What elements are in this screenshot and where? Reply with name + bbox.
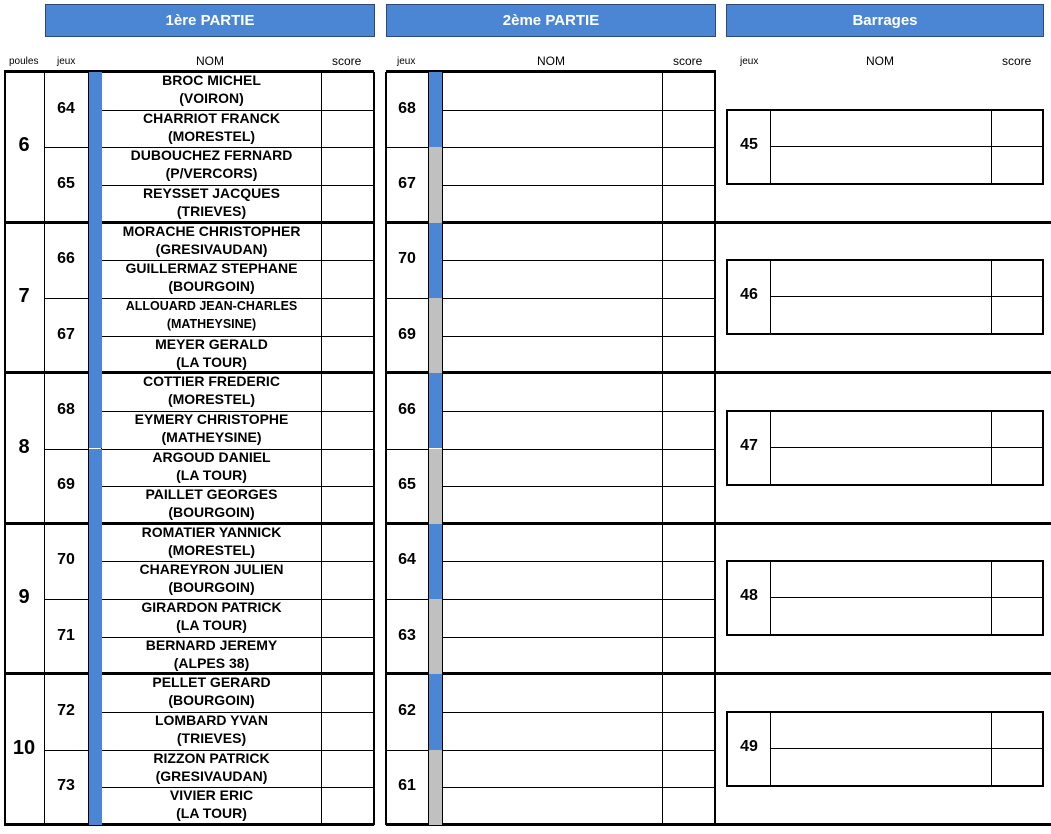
game-number: 70 [57,551,75,569]
player-club: (P/VERCORS) [165,165,258,182]
poule-separator [716,672,1051,675]
player-name: ARGOUD DANIEL [152,448,271,465]
player-entry [102,560,321,596]
player-entry [102,636,321,672]
player-club: (VOIRON) [179,90,244,106]
player-separator [443,637,715,638]
player-name: BROC MICHEL [162,72,261,88]
player-entry [102,410,321,446]
game-number: 73 [57,777,75,795]
header-barrages [726,4,1044,37]
player-name: ROMATIER YANNICK [141,523,282,540]
col-score-3: score [1002,54,1032,68]
header-barrages-label: Barrages [852,12,918,29]
barrage-separator [771,748,1044,749]
player-name: CHAREYRON JULIEN [139,561,284,578]
player-club: (BOURGOIN) [168,278,255,295]
header-2eme-partie-label: 2ème PARTIE [502,12,600,29]
col-jeux-2: jeux [397,56,416,67]
player-entry [102,335,321,371]
player-separator [443,561,715,562]
game-number-2: 70 [398,250,416,268]
poule-number: 9 [18,586,30,609]
player-club: (TRIEVES) [176,730,247,747]
barrage-box [726,259,1044,335]
player-club: (BOURGOIN) [168,504,255,521]
player-entry [102,786,321,822]
player-entry [102,485,321,521]
barrage-number: 47 [740,436,758,454]
player-entry [102,109,321,145]
barrage-vline [770,109,771,185]
poule-separator [716,522,1051,525]
player-separator [443,110,715,111]
player-separator [443,185,715,186]
header-1ere-partie-label: 1ère PARTIE [165,12,255,29]
player-entry [102,184,321,220]
player-club: (MATHEYSINE) [161,428,262,445]
player-entry [102,598,321,634]
player-name: VIVIER ERIC [169,787,254,804]
player-name: PAILLET GEORGES [145,486,278,503]
game-bar [429,524,442,599]
game-bar [89,223,102,298]
player-club: (GRESIVAUDAN) [155,240,268,257]
game-number-2: 69 [398,325,416,343]
barrage-separator [771,296,1044,297]
player-name: MORACHE CHRISTOPHER [122,222,301,239]
game-number: 69 [57,476,75,494]
game-bar [429,373,442,448]
barrage-vline [991,259,992,335]
player-name: LOMBARD YVAN [154,712,269,729]
game-bar [429,223,442,298]
poule-number: 7 [18,284,30,307]
col-score-1: score [332,54,362,68]
player-name: CHARRIOT FRANCK [143,109,280,126]
player-entry [102,673,321,709]
player-entry [102,749,321,785]
player-separator [443,486,715,487]
player-entry [102,71,321,107]
game-bar [89,449,102,524]
col-jeux-1: jeux [57,56,76,67]
game-bar [429,147,442,222]
col-nom-3: NOM [866,54,894,68]
poule-number: 6 [18,134,30,157]
game-number-2: 65 [398,476,416,494]
barrage-box [726,410,1044,486]
player-name: COTTIER FREDERIC [143,373,280,390]
game-bar [429,72,442,147]
game-number: 64 [57,99,75,117]
game-number: 65 [57,174,75,192]
player-entry [102,146,321,182]
game-number: 66 [57,250,75,268]
game-bar [89,147,102,222]
game-number-2: 64 [398,551,416,569]
player-club: (BOURGOIN) [168,579,255,596]
barrage-number: 48 [740,587,758,605]
game-number-2: 67 [398,174,416,192]
player-name: EYMERY CHRISTOPHE [134,410,289,427]
game-number-2: 68 [398,99,416,117]
poule-separator [4,823,374,826]
barrage-box [726,711,1044,787]
player-name: PELLET GERARD [152,674,271,691]
player-separator [443,336,715,337]
player-name: ALLOUARD JEAN-CHARLES [125,298,298,313]
player-club: (LA TOUR) [176,466,247,483]
barrage-vline [770,560,771,636]
player-separator [443,712,715,713]
barrage-separator [771,447,1044,448]
player-club: (LA TOUR) [176,617,247,634]
game-bar [89,599,102,674]
barrage-separator [771,146,1044,147]
poule-number: 10 [12,736,36,759]
game-bar [89,373,102,448]
player-club: (ALPES 38) [173,654,250,671]
player-club: (MORESTEL) [167,127,256,144]
player-name: MEYER GERALD [155,335,268,352]
barrage-vline [991,711,992,787]
game-number-2: 61 [398,777,416,795]
barrage-separator [771,597,1044,598]
player-entry [102,711,321,747]
player-entry [102,222,321,258]
barrage-vline [991,109,992,185]
barrage-number: 46 [740,286,758,304]
barrage-vline [991,560,992,636]
player-club: (LA TOUR) [176,805,247,822]
player-entry [102,297,321,333]
player-separator [443,411,715,412]
col-score-2: score [673,54,703,68]
game-number-2: 63 [398,626,416,644]
player-separator [443,260,715,261]
poule-separator [716,221,1051,224]
poule-number: 8 [18,435,30,458]
game-number: 71 [57,626,75,644]
header-1ere-partie [45,4,375,37]
barrage-box [726,560,1044,636]
player-entry [102,448,321,484]
poule-separator [716,823,1051,826]
game-bar [429,750,442,825]
game-bar [89,72,102,147]
game-number-2: 66 [398,400,416,418]
barrage-vline [991,410,992,486]
game-bar [429,599,442,674]
player-club: (LA TOUR) [176,353,247,370]
player-club: (MATHEYSINE) [166,316,257,331]
player-separator [443,787,715,788]
player-club: (MORESTEL) [167,541,256,558]
player-entry [102,372,321,408]
player-club: (BOURGOIN) [168,692,255,709]
game-bar [89,674,102,749]
game-number-2: 62 [398,702,416,720]
game-number: 67 [57,325,75,343]
col-poules: poules [9,56,39,67]
player-name: RIZZON PATRICK [153,749,270,766]
barrage-vline [770,259,771,335]
game-bar [89,750,102,825]
player-entry [102,523,321,559]
game-number: 68 [57,400,75,418]
col-nom-2: NOM [537,54,565,68]
poule-separator [716,371,1051,374]
game-bar [429,449,442,524]
barrage-vline [770,410,771,486]
player-name: DUBOUCHEZ FERNARD [130,147,293,164]
col-jeux-3: jeux [740,56,759,67]
game-bar [429,298,442,373]
player-club: (MORESTEL) [167,391,256,408]
barrage-vline [770,711,771,787]
player-entry [102,259,321,295]
player-name: GIRARDON PATRICK [141,599,282,616]
player-name: BERNARD JEREMY [145,636,278,653]
game-bar [89,524,102,599]
header-2eme-partie [386,4,716,37]
col-nom-1: NOM [196,54,224,68]
game-bar [89,298,102,373]
player-name: GUILLERMAZ STEPHANE [125,260,298,277]
player-club: (TRIEVES) [176,202,247,219]
game-bar [429,674,442,749]
game-number: 72 [57,702,75,720]
player-club: (GRESIVAUDAN) [155,767,268,784]
barrage-number: 49 [740,738,758,756]
player-name: REYSSET JACQUES [143,184,280,201]
barrage-number: 45 [740,135,758,153]
barrage-box [726,109,1044,185]
